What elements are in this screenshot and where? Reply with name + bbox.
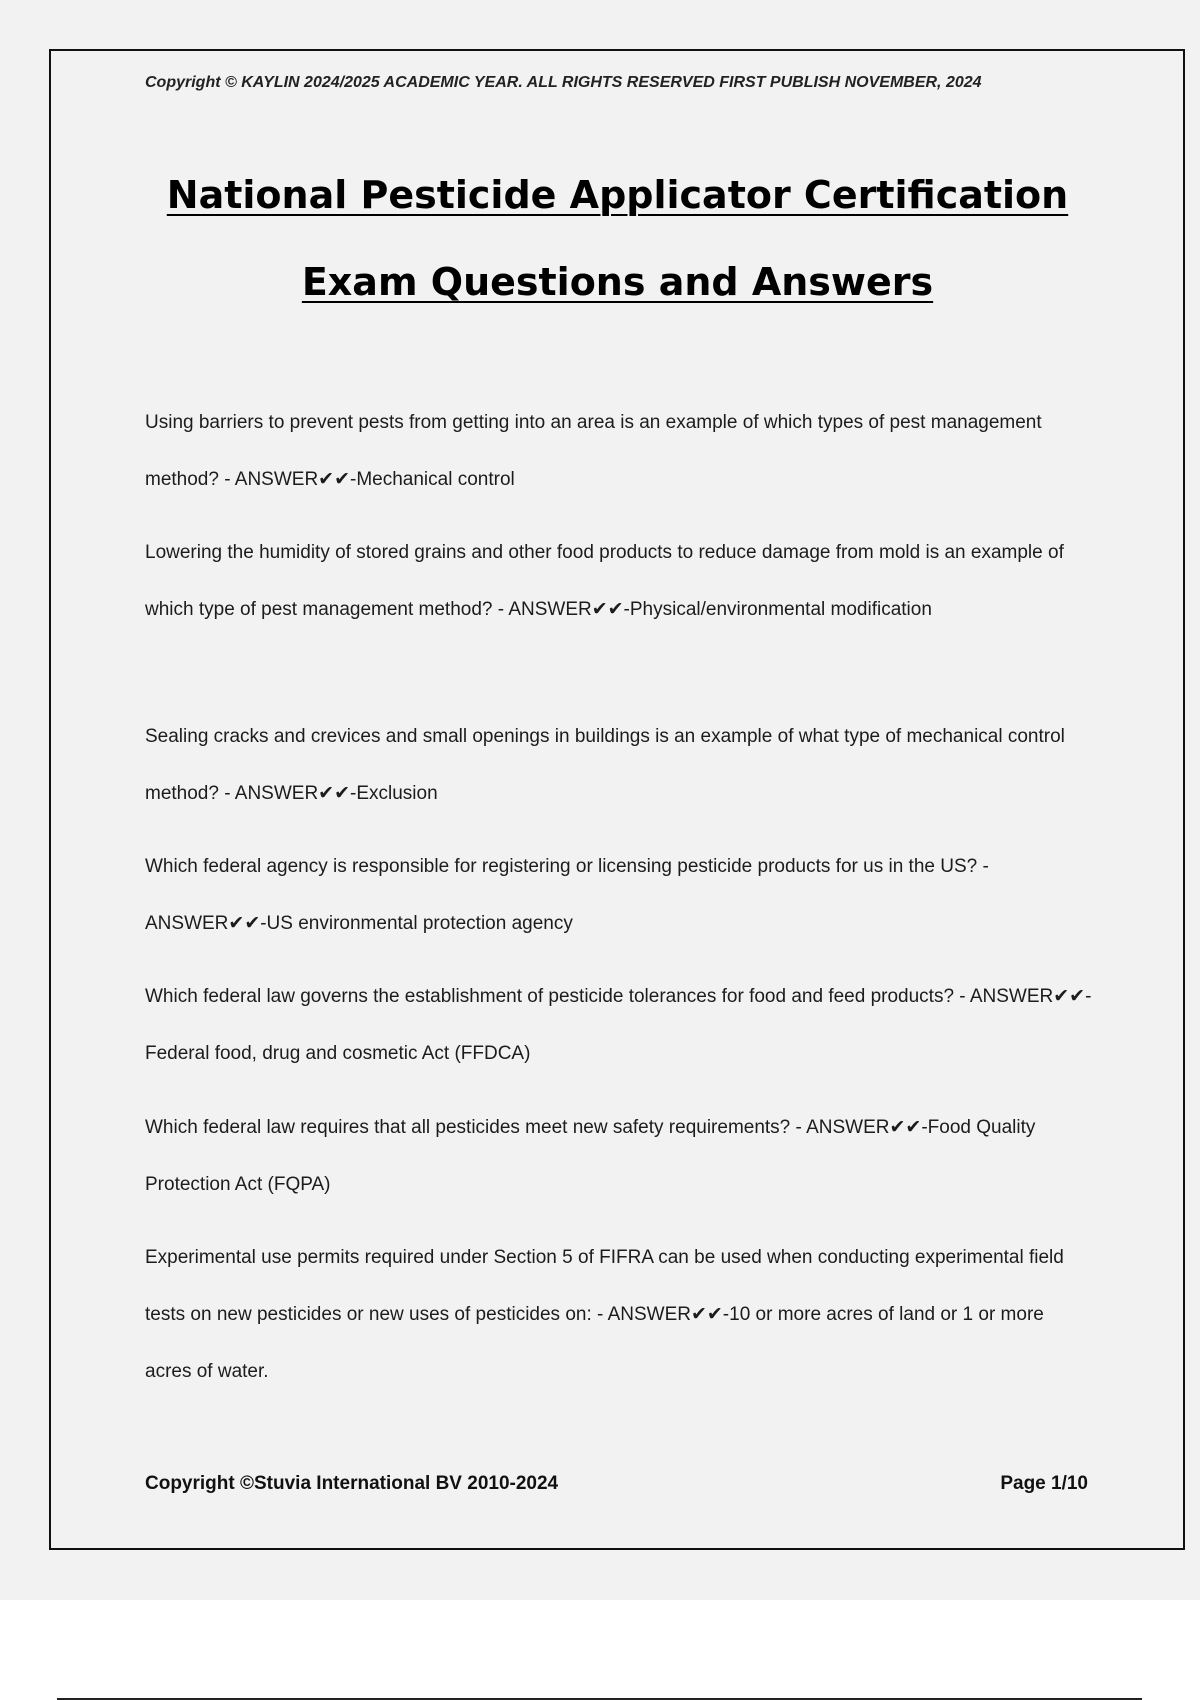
page-number: Page 1/10 [1000,1473,1088,1494]
qa-item: Sealing cracks and crevices and small openings in buildings is an example of what type of mechanical control method? - ANSWER✔✔-Exclusion [145,726,1065,804]
footer-copyright: Copyright ©Stuvia International BV 2010-2024 [145,1473,559,1494]
page-title-line-1: National Pesticide Applicator Certification [166,173,1069,217]
qa-item: Lowering the humidity of stored grains and other food products to reduce damage from mold is an example of which type of pest management method? - ANSWER✔✔-Physical/environmental modification [145,542,1064,620]
qa-item: Which federal agency is responsible for registering or licensing pesticide products for us in the US? - ANSWER✔✔-US environmental protection agency [145,856,989,934]
qa-item: Using barriers to prevent pests from getting into an area is an example of which types of pest management method? - ANSWER✔✔-Mechanical control [145,412,1042,490]
qa-item: Which federal law governs the establishment of pesticide tolerances for food and feed products? - ANSWER✔✔-Federal food, drug and cosmetic Act (FFDCA) [145,986,1092,1064]
qa-item: Experimental use permits required under Section 5 of FIFRA can be used when conducting experimental field tests on new pesticides or new uses of pesticides on: - ANSWER✔✔-10 or more acres of land or 1 or more acres of water. [145,1247,1064,1382]
header-copyright: Copyright © KAYLIN 2024/2025 ACADEMIC YEAR. ALL RIGHTS RESERVED FIRST PUBLISH NOVEMBER, 2024 [145,74,982,91]
page-title-line-2: Exam Questions and Answers [301,260,934,304]
qa-item: Which federal law requires that all pesticides meet new safety requirements? - ANSWER✔✔-Food Quality Protection Act (FQPA) [145,1117,1036,1195]
